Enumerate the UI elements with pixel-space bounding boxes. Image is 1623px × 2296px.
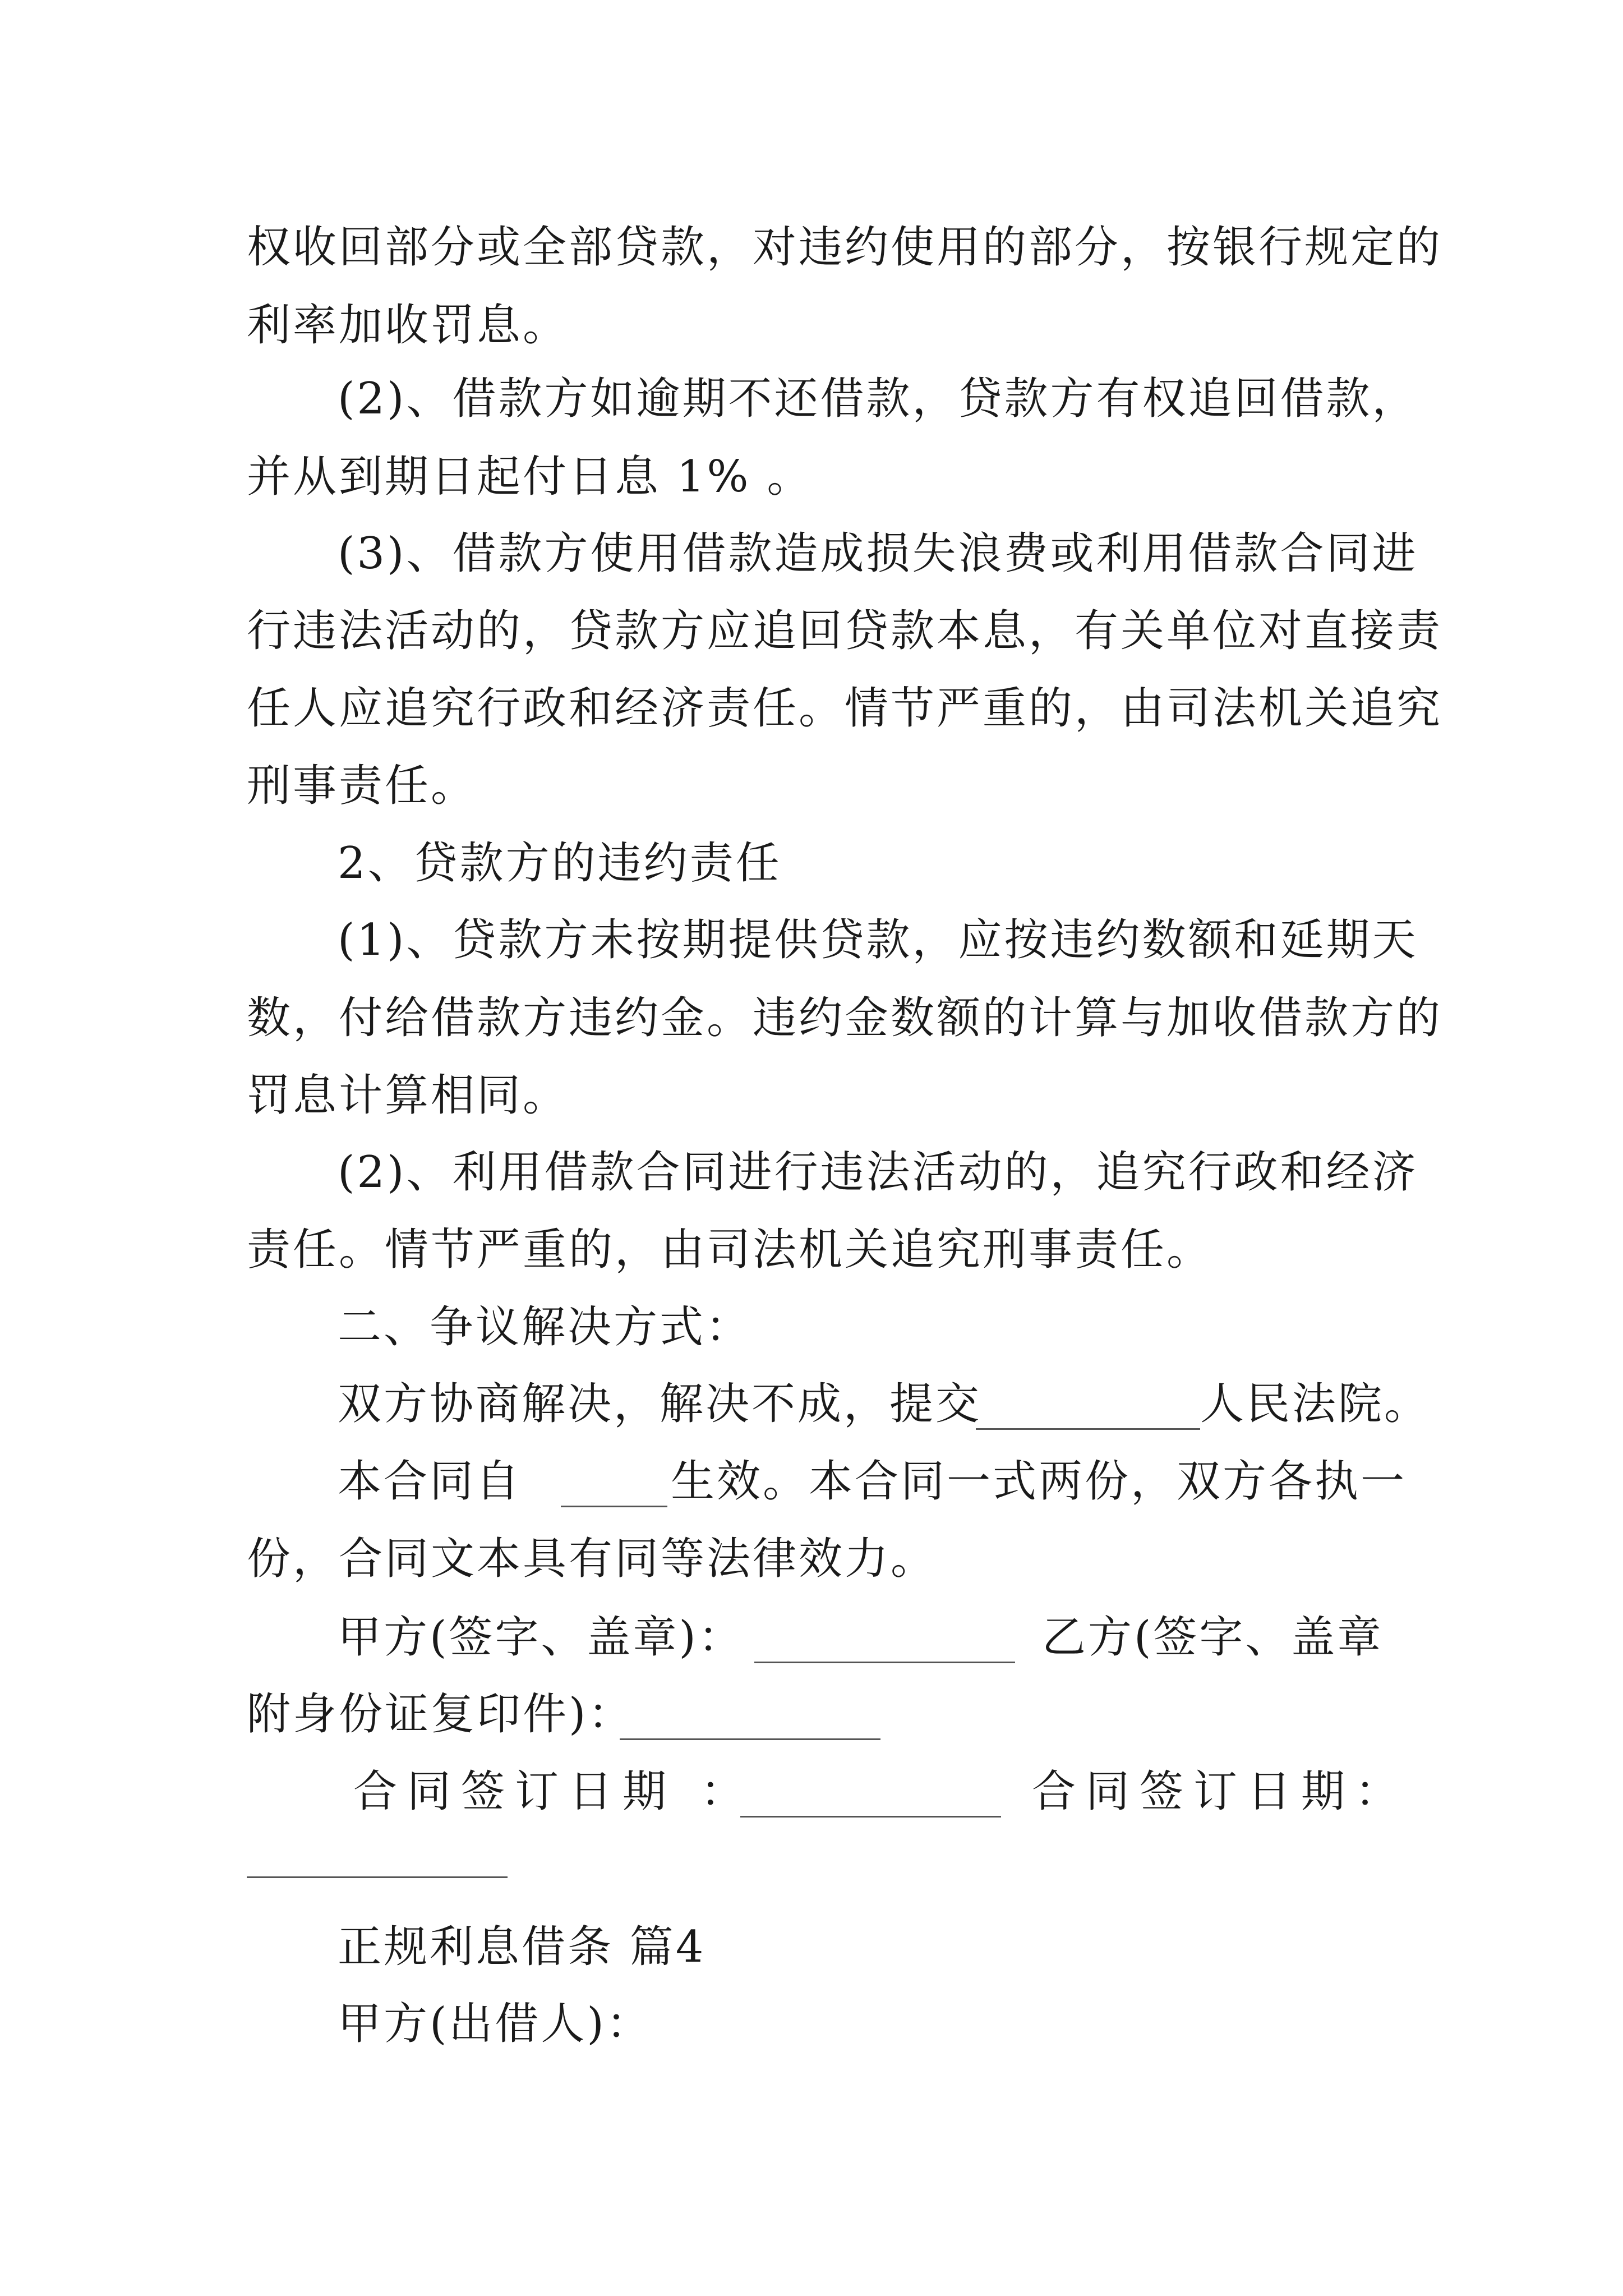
party-b-signature-label-cont: 附身份证复印件)：	[247, 1689, 634, 1740]
sign-date-label-b: 合同签订日期：	[1032, 1766, 1409, 1817]
clause-2-1-line-2: 数，付给借款方违约金。违约金数额的计算与加收借款方的	[247, 993, 1443, 1043]
party-a-signature-blank	[754, 1662, 1015, 1663]
party-b-signature-blank	[620, 1738, 880, 1740]
clause-2-1-line-1: (1)、贷款方未按期提供贷款，应按违约数额和延期天	[338, 915, 1418, 965]
clause-2-2-line-2: 责任。情节严重的，由司法机关追究刑事责任。	[247, 1225, 1213, 1275]
clause-1-3-line-4: 刑事责任。	[247, 761, 477, 811]
lender-label: 甲方(出借人)：	[338, 1999, 652, 2049]
clause-2-1-line-3: 罚息计算相同。	[247, 1070, 569, 1121]
sign-date-label-a: 合同签订日期 ：	[353, 1766, 754, 1817]
sign-date-blank-a	[740, 1816, 1001, 1818]
next-section-title: 正规利息借条 篇4	[338, 1922, 706, 1972]
party-a-signature-label: 甲方(签字、盖章)：	[338, 1612, 744, 1663]
section-heading-lender-liability: 2、贷款方的违约责任	[338, 838, 782, 889]
sign-date-blank-b	[247, 1876, 508, 1878]
body-line-1: 权收回部分或全部贷款，对违约使用的部分，按银行规定的	[247, 222, 1443, 273]
party-b-signature-label: 乙方(签字、盖章	[1042, 1612, 1384, 1663]
effective-text-prefix: 本合同自	[338, 1456, 522, 1507]
clause-2-2-line-1: (2)、利用借款合同进行违法活动的，追究行政和经济	[338, 1147, 1418, 1198]
clause-1-3-line-1: (3)、借款方使用借款造成损失浪费或利用借款合同进	[338, 528, 1418, 579]
clause-1-2-line-1: (2)、借款方如逾期不还借款，贷款方有权追回借款，	[338, 374, 1418, 424]
clause-1-3-line-3: 任人应追究行政和经济责任。情节严重的，由司法机关追究	[247, 683, 1443, 734]
section-heading-dispute: 二、争议解决方式：	[338, 1302, 752, 1352]
court-name-blank	[976, 1428, 1200, 1430]
dispute-text-suffix: 人民法院。	[1200, 1379, 1431, 1429]
effective-text-suffix: 生效。本合同一式两份，双方各执一	[671, 1456, 1407, 1507]
clause-1-3-line-2: 行违法活动的，贷款方应追回贷款本息，有关单位对直接责	[247, 606, 1443, 656]
clause-1-2-line-2: 并从到期日起付日息 1% 。	[247, 452, 813, 502]
effective-text-line-2: 份，合同文本具有同等法律效力。	[247, 1534, 937, 1584]
body-line-2: 利率加收罚息。	[247, 300, 569, 351]
effective-date-blank	[561, 1506, 667, 1507]
dispute-text-prefix: 双方协商解决，解决不成，提交	[338, 1379, 982, 1429]
